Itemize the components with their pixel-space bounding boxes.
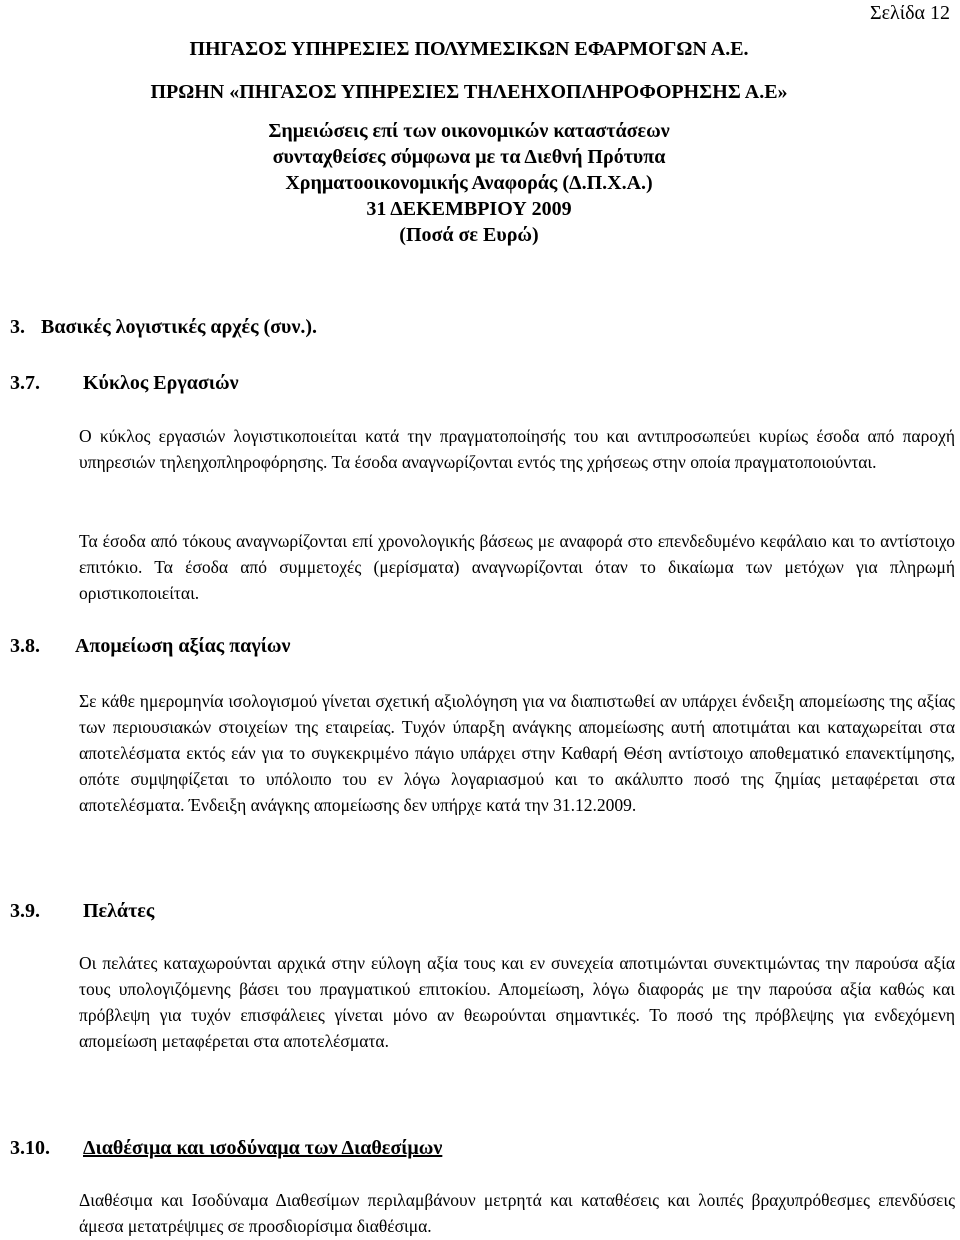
section-number: 3.10. <box>10 1137 50 1159</box>
section-3-7-paragraph-1: Ο κύκλος εργασιών λογιστικοποιείται κατά την πραγματοποίησής του και αντιπροσωπεύει κυρίως έσοδα από παροχή υπηρεσιών τηλεηχοπληροφόρησης. Τα έσοδα αναγνωρίζονται εντός της χρήσεως στην οποία πραγματοποιούνται. <box>79 426 955 472</box>
currency-note: (Ποσά σε Ευρώ) <box>399 224 539 246</box>
notes-title-line-1: Σημειώσεις επί των οικονομικών καταστάσεων <box>268 120 670 142</box>
company-name: ΠΗΓΑΣΟΣ ΥΠΗΡΕΣΙΕΣ ΠΟΛΥΜΕΣΙΚΩΝ ΕΦΑΡΜΟΓΩΝ Α.Ε. <box>189 38 749 60</box>
section-3-7-paragraph-2: Τα έσοδα από τόκους αναγνωρίζονται επί χρονολογικής βάσεως με αναφορά στο επενδεδυμένο κεφάλαιο και το αντίστοιχο επιτόκιο. Τα έσοδα από συμμετοχές (μερίσματα) αναγνωρίζονται όταν το δικαίωμα των μετόχων για πληρωμή οριστικοποιείται. <box>79 531 955 603</box>
section-number: 3.7. <box>10 372 40 394</box>
section-title: Βασικές λογιστικές αρχές (συν.). <box>41 316 318 338</box>
section-number: 3. <box>10 316 25 338</box>
section-3-7-heading <box>10 370 239 396</box>
notes-title-line-3: Χρηματοοικονομικής Αναφοράς (Δ.Π.Χ.Α.) <box>285 172 653 194</box>
section-title: Πελάτες <box>83 900 155 922</box>
section-title: Διαθέσιμα και ισοδύναμα των Διαθεσίμων <box>83 1137 443 1159</box>
document-header <box>0 36 938 248</box>
section-3-8-paragraph-1: Σε κάθε ημερομηνία ισολογισμού γίνεται σχετική αξιολόγηση για να διαπιστωθεί αν υπάρχει ένδειξη απομείωσης της αξίας των περιουσιακών στοιχείων της εταιρείας. Τυχόν ύπαρξη ανάγκης απομείωσης αυτή αποτιμάται και καταχωρείται στα αποτελέσματα εκτός εάν για το συγκεκριμένο πάγιο υπάρχει στην Καθαρή Θέση αντίστοιχο αποθεματικό επανεκτίμησης, οπότε συμψηφίζεται το υπόλοιπο του εν λόγω λογαριασμού και το ακάλυπτο ποσό της ζημίας μεταφέρεται στα αποτελέσματα. Ένδειξη ανάγκης απομείωσης δεν υπήρχε κατά την 31.12.2009. <box>79 691 955 815</box>
section-3-heading <box>10 314 317 340</box>
section-3-8-heading <box>10 633 290 659</box>
former-company-name: ΠΡΩΗΝ «ΠΗΓΑΣΟΣ ΥΠΗΡΕΣΙΕΣ ΤΗΛΕΗΧΟΠΛΗΡΟΦΟΡΗΣΗΣ Α.Ε» <box>150 81 788 103</box>
notes-title-line-2: συνταχθείσες σύμφωνα με τα Διεθνή Πρότυπα <box>272 146 666 168</box>
section-3-10-heading <box>10 1135 442 1161</box>
page-number: Σελίδα 12 <box>869 2 950 24</box>
section-title: Κύκλος Εργασιών <box>83 372 239 394</box>
section-3-10-paragraph-1: Διαθέσιμα και Ισοδύναμα Διαθεσίμων περιλαμβάνουν μετρητά και καταθέσεις και λοιπές βραχυπρόθεσμες επενδύσεις άμεσα μετατρέψιμες σε προσδιορίσιμα διαθέσιμα. <box>79 1190 955 1236</box>
section-3-9-heading <box>10 898 154 924</box>
section-number: 3.9. <box>10 900 40 922</box>
section-number: 3.8. <box>10 635 40 657</box>
section-title: Απομείωση αξίας παγίων <box>75 635 291 657</box>
section-3-9-paragraph-1: Οι πελάτες καταχωρούνται αρχικά στην εύλογη αξία τους και εν συνεχεία αποτιμώνται συνεκτιμώντας την παρούσα αξία τους υπολογιζόμενης βάσει του πραγματικού επιτοκίου. Απομείωση, λόγω διαφοράς με την παρούσα αξία καθώς και πρόβλεψη για τυχόν επισφάλειες γίνεται μόνο αν θεωρούνται σημαντικές. Το ποσό της πρόβλεψης για ενδεχόμενη απομείωση μεταφέρεται στα αποτελέσματα. <box>79 953 955 1051</box>
report-date: 31 ΔΕΚΕΜΒΡΙΟΥ 2009 <box>366 198 572 220</box>
